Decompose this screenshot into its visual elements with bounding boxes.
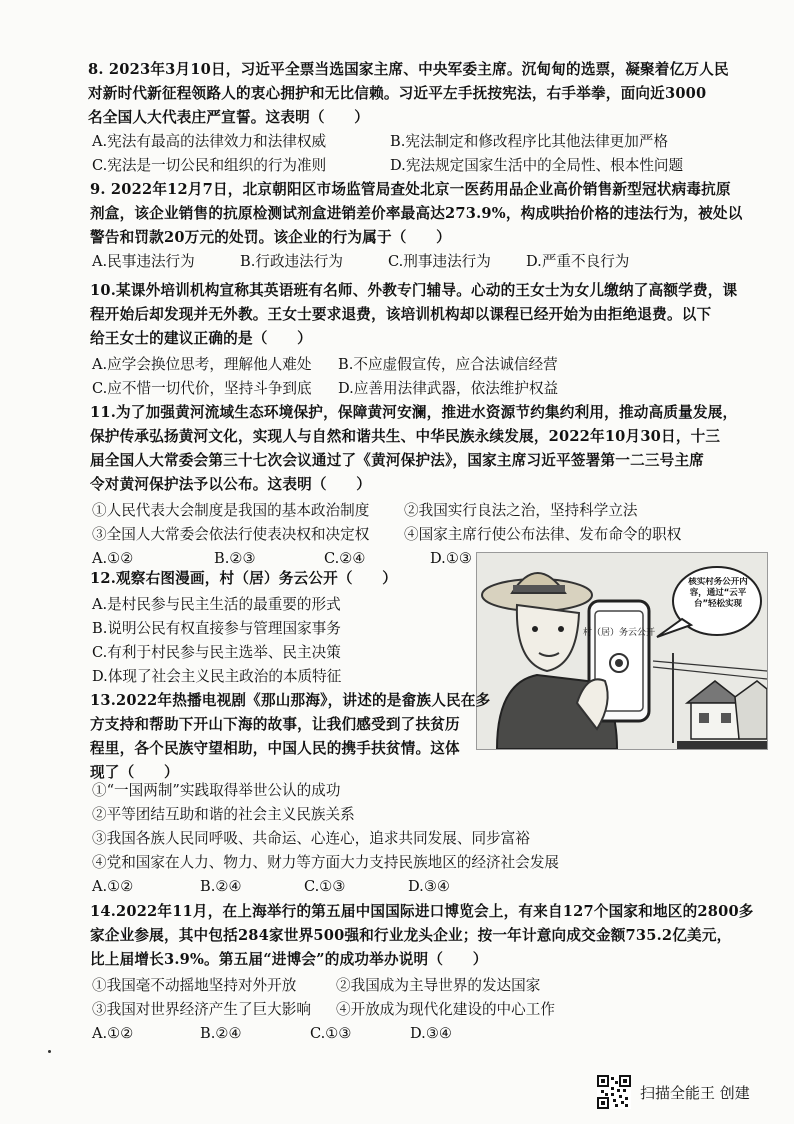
q14-statement-3: ③我国对世界经济产生了巨大影响 bbox=[92, 1001, 311, 1018]
q13-statement-2: ②平等团结互助和谐的社会主义民族关系 bbox=[92, 806, 355, 823]
q8-option-d: D.宪法规定国家生活中的全局性、根本性问题 bbox=[390, 157, 684, 174]
q10-option-a: A.应学会换位思考，理解他人难处 bbox=[92, 356, 312, 373]
q8-stem-1: 8. 2023年3月10日，习近平全票当选国家主席、中央军委主席。沉甸甸的选票，凝聚着亿万人民 bbox=[88, 61, 729, 78]
q14-stem-3: 比上届增长3.9%。第五届“进博会”的成功举办说明（ ） bbox=[90, 951, 488, 968]
q13-option-d: D.③④ bbox=[408, 878, 450, 895]
q14-option-b: B.②④ bbox=[200, 1025, 242, 1042]
q13-stem-4: 现了（ ） bbox=[90, 764, 179, 781]
q11-option-b: B.②③ bbox=[214, 550, 256, 567]
q12-option-b: B.说明公民有权直接参与管理国家事务 bbox=[92, 620, 341, 637]
q14-statement-4: ④开放成为现代化建设的中心工作 bbox=[336, 1001, 555, 1018]
q9-stem-3: 警告和罚款20万元的处罚。该企业的行为属于（ ） bbox=[90, 229, 451, 246]
q14-option-c: C.①③ bbox=[310, 1025, 352, 1042]
q13-statement-1: ①“一国两制”实践取得举世公认的成功 bbox=[92, 782, 341, 799]
q11-statement-3: ③全国人大常委会依法行使表决权和决定权 bbox=[92, 526, 370, 543]
q11-statement-2: ②我国实行良法之治，坚持科学立法 bbox=[404, 502, 638, 519]
q9-stem-2: 剂盒，该企业销售的抗原检测试剂盒进销差价率最高达273.9%，构成哄抬价格的违法行为，被处以 bbox=[90, 205, 743, 222]
q13-option-c: C.①③ bbox=[304, 878, 346, 895]
q13-option-b: B.②④ bbox=[200, 878, 242, 895]
q9-option-b: B.行政违法行为 bbox=[240, 253, 343, 270]
q14-stem-1: 14.2022年11月，在上海举行的第五届中国国际进口博览会上，有来自127个国家和地区的2800多 bbox=[90, 903, 754, 920]
q13-stem-3: 程里，各个民族守望相助，中国人民的携手扶贫情。这体 bbox=[90, 740, 460, 757]
q8-stem-3: 名全国人大代表庄严宣誓。这表明（ ） bbox=[88, 109, 370, 126]
q9-option-d: D.严重不良行为 bbox=[526, 253, 630, 270]
q13-stem-1: 13.2022年热播电视剧《那山那海》，讲述的是畲族人民在多 bbox=[90, 692, 491, 709]
q11-stem-4: 令对黄河保护法予以公布。这表明（ ） bbox=[90, 476, 372, 493]
q13-statement-3: ③我国各族人民同呼吸、共命运、心连心，追求共同发展、同步富裕 bbox=[92, 830, 530, 847]
cartoon-illustration bbox=[477, 553, 767, 749]
q14-statement-1: ①我国毫不动摇地坚持对外开放 bbox=[92, 977, 297, 994]
q12-option-d: D.体现了社会主义民主政治的本质特征 bbox=[92, 668, 342, 685]
phone-screen-text: 村（居）务云公开 bbox=[582, 628, 656, 638]
q12-option-c: C.有利于村民参与民主选举、民主决策 bbox=[92, 644, 341, 661]
q11-stem-3: 届全国人大常委会第三十七次会议通过了《黄河保护法》，国家主席习近平签署第一二三号主席 bbox=[90, 452, 705, 469]
q14-statement-2: ②我国成为主导世界的发达国家 bbox=[336, 977, 541, 994]
qr-code-icon bbox=[597, 1075, 631, 1109]
q8-option-c: C.宪法是一切公民和组织的行为准则 bbox=[92, 157, 327, 174]
q9-stem-1: 9. 2022年12月7日，北京朝阳区市场监管局查处北京一医药用品企业高价销售新型冠状病毒抗原 bbox=[90, 181, 731, 198]
q12-option-a: A.是村民参与民主生活的最重要的形式 bbox=[92, 596, 341, 613]
q10-stem-1: 10.某课外培训机构宣称其英语班有名师、外教专门辅导。心动的王女士为女儿缴纳了高额学费，课 bbox=[90, 282, 738, 299]
q8-stem-2: 对新时代新征程领路人的衷心拥护和无比信赖。习近平左手抚按宪法，右手举拳，面向近3000 bbox=[88, 85, 707, 102]
q11-option-a: A.①② bbox=[92, 550, 134, 567]
q9-option-c: C.刑事违法行为 bbox=[388, 253, 491, 270]
q14-option-a: A.①② bbox=[92, 1025, 134, 1042]
q13-statement-4: ④党和国家在人力、物力、财力等方面大力支持民族地区的经济社会发展 bbox=[92, 854, 560, 871]
q11-option-d: D.①③ bbox=[430, 550, 472, 567]
q10-option-c: C.应不惜一切代价，坚持斗争到底 bbox=[92, 380, 312, 397]
speech-bubble-text: 核实村务公开内容，通过“云平台”轻松实现 bbox=[688, 577, 748, 609]
q10-option-b: B.不应虚假宣传，应合法诚信经营 bbox=[338, 356, 558, 373]
q10-stem-3: 给王女士的建议正确的是（ ） bbox=[90, 330, 312, 347]
q11-stem-1: 11.为了加强黄河流域生态环境保护，保障黄河安澜，推进水资源节约集约利用，推动高质量发展， bbox=[90, 404, 738, 421]
cartoon-village-affairs bbox=[476, 552, 768, 750]
q11-statement-4: ④国家主席行使公布法律、发布命令的职权 bbox=[404, 526, 682, 543]
q13-stem-2: 方支持和帮助下开山下海的故事，让我们感受到了扶贫历 bbox=[90, 716, 460, 733]
q8-option-a: A.宪法有最高的法律效力和法律权威 bbox=[92, 133, 327, 150]
q14-option-d: D.③④ bbox=[410, 1025, 452, 1042]
scanner-watermark: 扫描全能王 创建 bbox=[640, 1084, 750, 1102]
q11-statement-1: ①人民代表大会制度是我国的基本政治制度 bbox=[92, 502, 370, 519]
q10-stem-2: 程开始后却发现并无外教。王女士要求退费，该培训机构却以课程已经开始为由拒绝退费。以下 bbox=[90, 306, 712, 323]
q8-option-b: B.宪法制定和修改程序比其他法律更加严格 bbox=[390, 133, 669, 150]
q9-option-a: A.民事违法行为 bbox=[92, 253, 195, 270]
q11-option-c: C.②④ bbox=[324, 550, 366, 567]
q12-stem: 12.观察右图漫画，村（居）务云公开（ ） bbox=[90, 570, 398, 587]
q13-option-a: A.①② bbox=[92, 878, 134, 895]
q10-option-d: D.应善用法律武器，依法维护权益 bbox=[338, 380, 559, 397]
q11-stem-2: 保护传承弘扬黄河文化，实现人与自然和谐共生、中华民族永续发展，2022年10月30日，十三 bbox=[90, 428, 721, 445]
scan-speck bbox=[48, 1050, 51, 1053]
q14-stem-2: 家企业参展，其中包括284家世界500强和行业龙头企业；按一年计意向成交金额735.2亿美元， bbox=[90, 927, 732, 944]
